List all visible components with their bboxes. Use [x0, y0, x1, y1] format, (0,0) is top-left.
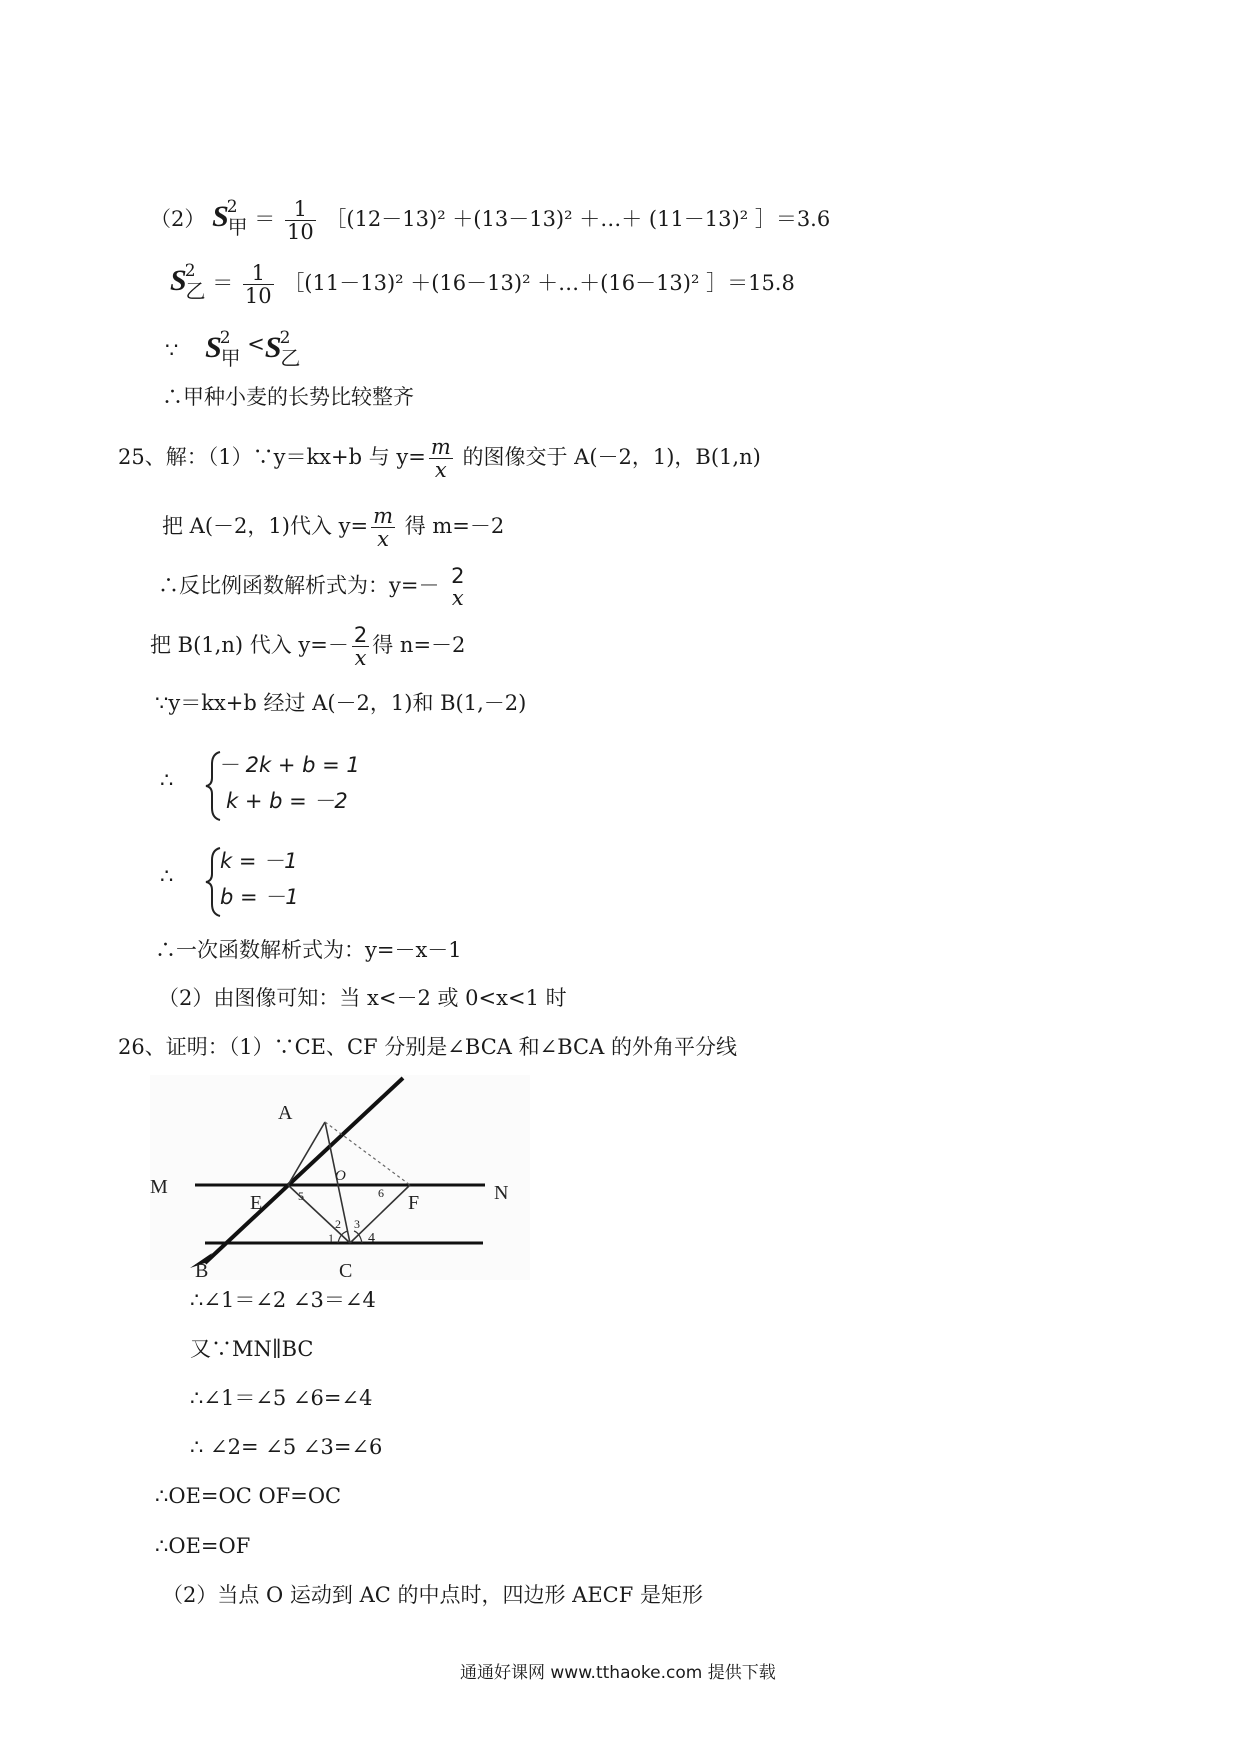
- angle-4: 4: [368, 1231, 375, 1246]
- variance-compare-line: ∵ $S^2$甲 $<S^2$乙: [165, 328, 301, 370]
- fraction: $\frac{m}{x}$: [373, 504, 394, 552]
- fraction: $\frac{1}{10}$: [286, 197, 314, 245]
- label-f: F: [408, 1192, 420, 1214]
- q26-line-4: ∴ ∠2= ∠5 ∠3=∠6: [190, 1435, 383, 1459]
- s-sub: 甲: [227, 215, 248, 240]
- part-label: （2）: [150, 207, 206, 232]
- variance-expr: ［(11－13)² ＋(16－13)² ＋…＋(16－13)² ］＝15.8: [283, 271, 795, 296]
- s-sub: 乙: [185, 279, 206, 304]
- fraction: $\frac{2}{x}$: [353, 623, 368, 671]
- angle-3: 3: [354, 1217, 360, 1231]
- q25-line-3: ∴反比例函数解析式为：y=－ 2 x: [158, 564, 465, 611]
- q25-intro: 25、解：（1）∵y＝kx+b 与 y= $\frac{m}{x}$ 的图像交于 A(－2，1)，B(1,n): [118, 435, 761, 483]
- q25-line-2: 把 A(－2，1)代入 y= $\frac{m}{x}$ 得 m=－2: [162, 504, 505, 552]
- label-a: A: [278, 1102, 293, 1124]
- q25-line-6: ∴一次函数解析式为：y=－x－1: [155, 938, 462, 962]
- q26-line-3: ∴∠1＝∠5 ∠6=∠4: [190, 1386, 373, 1410]
- system-1-eq-a: － 2k + b = 1: [218, 753, 360, 777]
- label-b: B: [195, 1260, 209, 1280]
- label-e: E: [250, 1192, 263, 1214]
- variance-expr: ［(12－13)² ＋(13－13)² ＋…＋ (11－13)² ］＝3.6: [325, 207, 831, 232]
- angle-1: 1: [328, 1231, 334, 1245]
- s-symbol: S: [212, 200, 229, 234]
- q25-line-5: ∵y＝kx+b 经过 A(－2，1)和 B(1,－2): [155, 691, 527, 715]
- fraction: $\frac{m}{x}$: [430, 435, 451, 483]
- angle-5: 5: [298, 1189, 304, 1203]
- system-2-eq-b: b = －1: [220, 885, 299, 909]
- s-sup: 2: [184, 261, 196, 282]
- q26-intro: 26、证明：（1）∵CE、CF 分别是∠BCA 和∠BCA 的外角平分线: [118, 1035, 737, 1059]
- variance-jia-line: （2） $S^2$甲 ＝ $\frac{1}{10}$ ［(12－13)² ＋(13－13)² ＋…＋ (11－13)² ］＝3.6: [150, 197, 831, 245]
- fraction: $\frac{1}{10}$: [244, 261, 272, 309]
- variance-yi-line: $S^2$乙 ＝ $\frac{1}{10}$ ［(11－13)² ＋(16－13)² ＋…＋(16－13)² ］＝15.8: [170, 261, 795, 309]
- q26-line-1: ∴∠1＝∠2 ∠3＝∠4: [190, 1288, 376, 1312]
- q26-line-2: 又∵MN∥BC: [190, 1337, 314, 1361]
- fraction: 2 x: [451, 564, 465, 611]
- s-sup: 2: [226, 197, 238, 218]
- angle-2: 2: [335, 1217, 341, 1231]
- q26-line-5: ∴OE=OC OF=OC: [155, 1484, 342, 1508]
- q26-line-6: ∴OE=OF: [155, 1534, 251, 1558]
- label-n: N: [494, 1182, 509, 1204]
- angle-6: 6: [378, 1186, 384, 1200]
- label-o: O: [335, 1168, 346, 1184]
- q25-line-4: 把 B(1,n) 代入 y=－ $\frac{2}{x}$ 得 n=－2: [150, 623, 466, 671]
- q26-line-7: （2）当点 O 运动到 AC 的中点时，四边形 AECF 是矩形: [162, 1583, 703, 1607]
- system-2-eq-a: k = －1: [220, 849, 298, 873]
- conclusion-line: ∴甲种小麦的长势比较整齐: [162, 385, 414, 409]
- page-footer: 通通好课网 www.tthaoke.com 提供下载: [460, 1663, 776, 1683]
- q25-line-7: （2）由图像可知：当 x<－2 或 0<x<1 时: [158, 986, 567, 1010]
- therefore-2: ∴: [160, 864, 174, 888]
- therefore-1: ∴: [160, 768, 174, 792]
- geometry-figure: [150, 1075, 530, 1280]
- label-m: M: [150, 1176, 168, 1198]
- system-1-eq-b: k + b = －2: [226, 789, 348, 813]
- label-c: C: [339, 1260, 353, 1280]
- s-symbol: S: [170, 264, 187, 298]
